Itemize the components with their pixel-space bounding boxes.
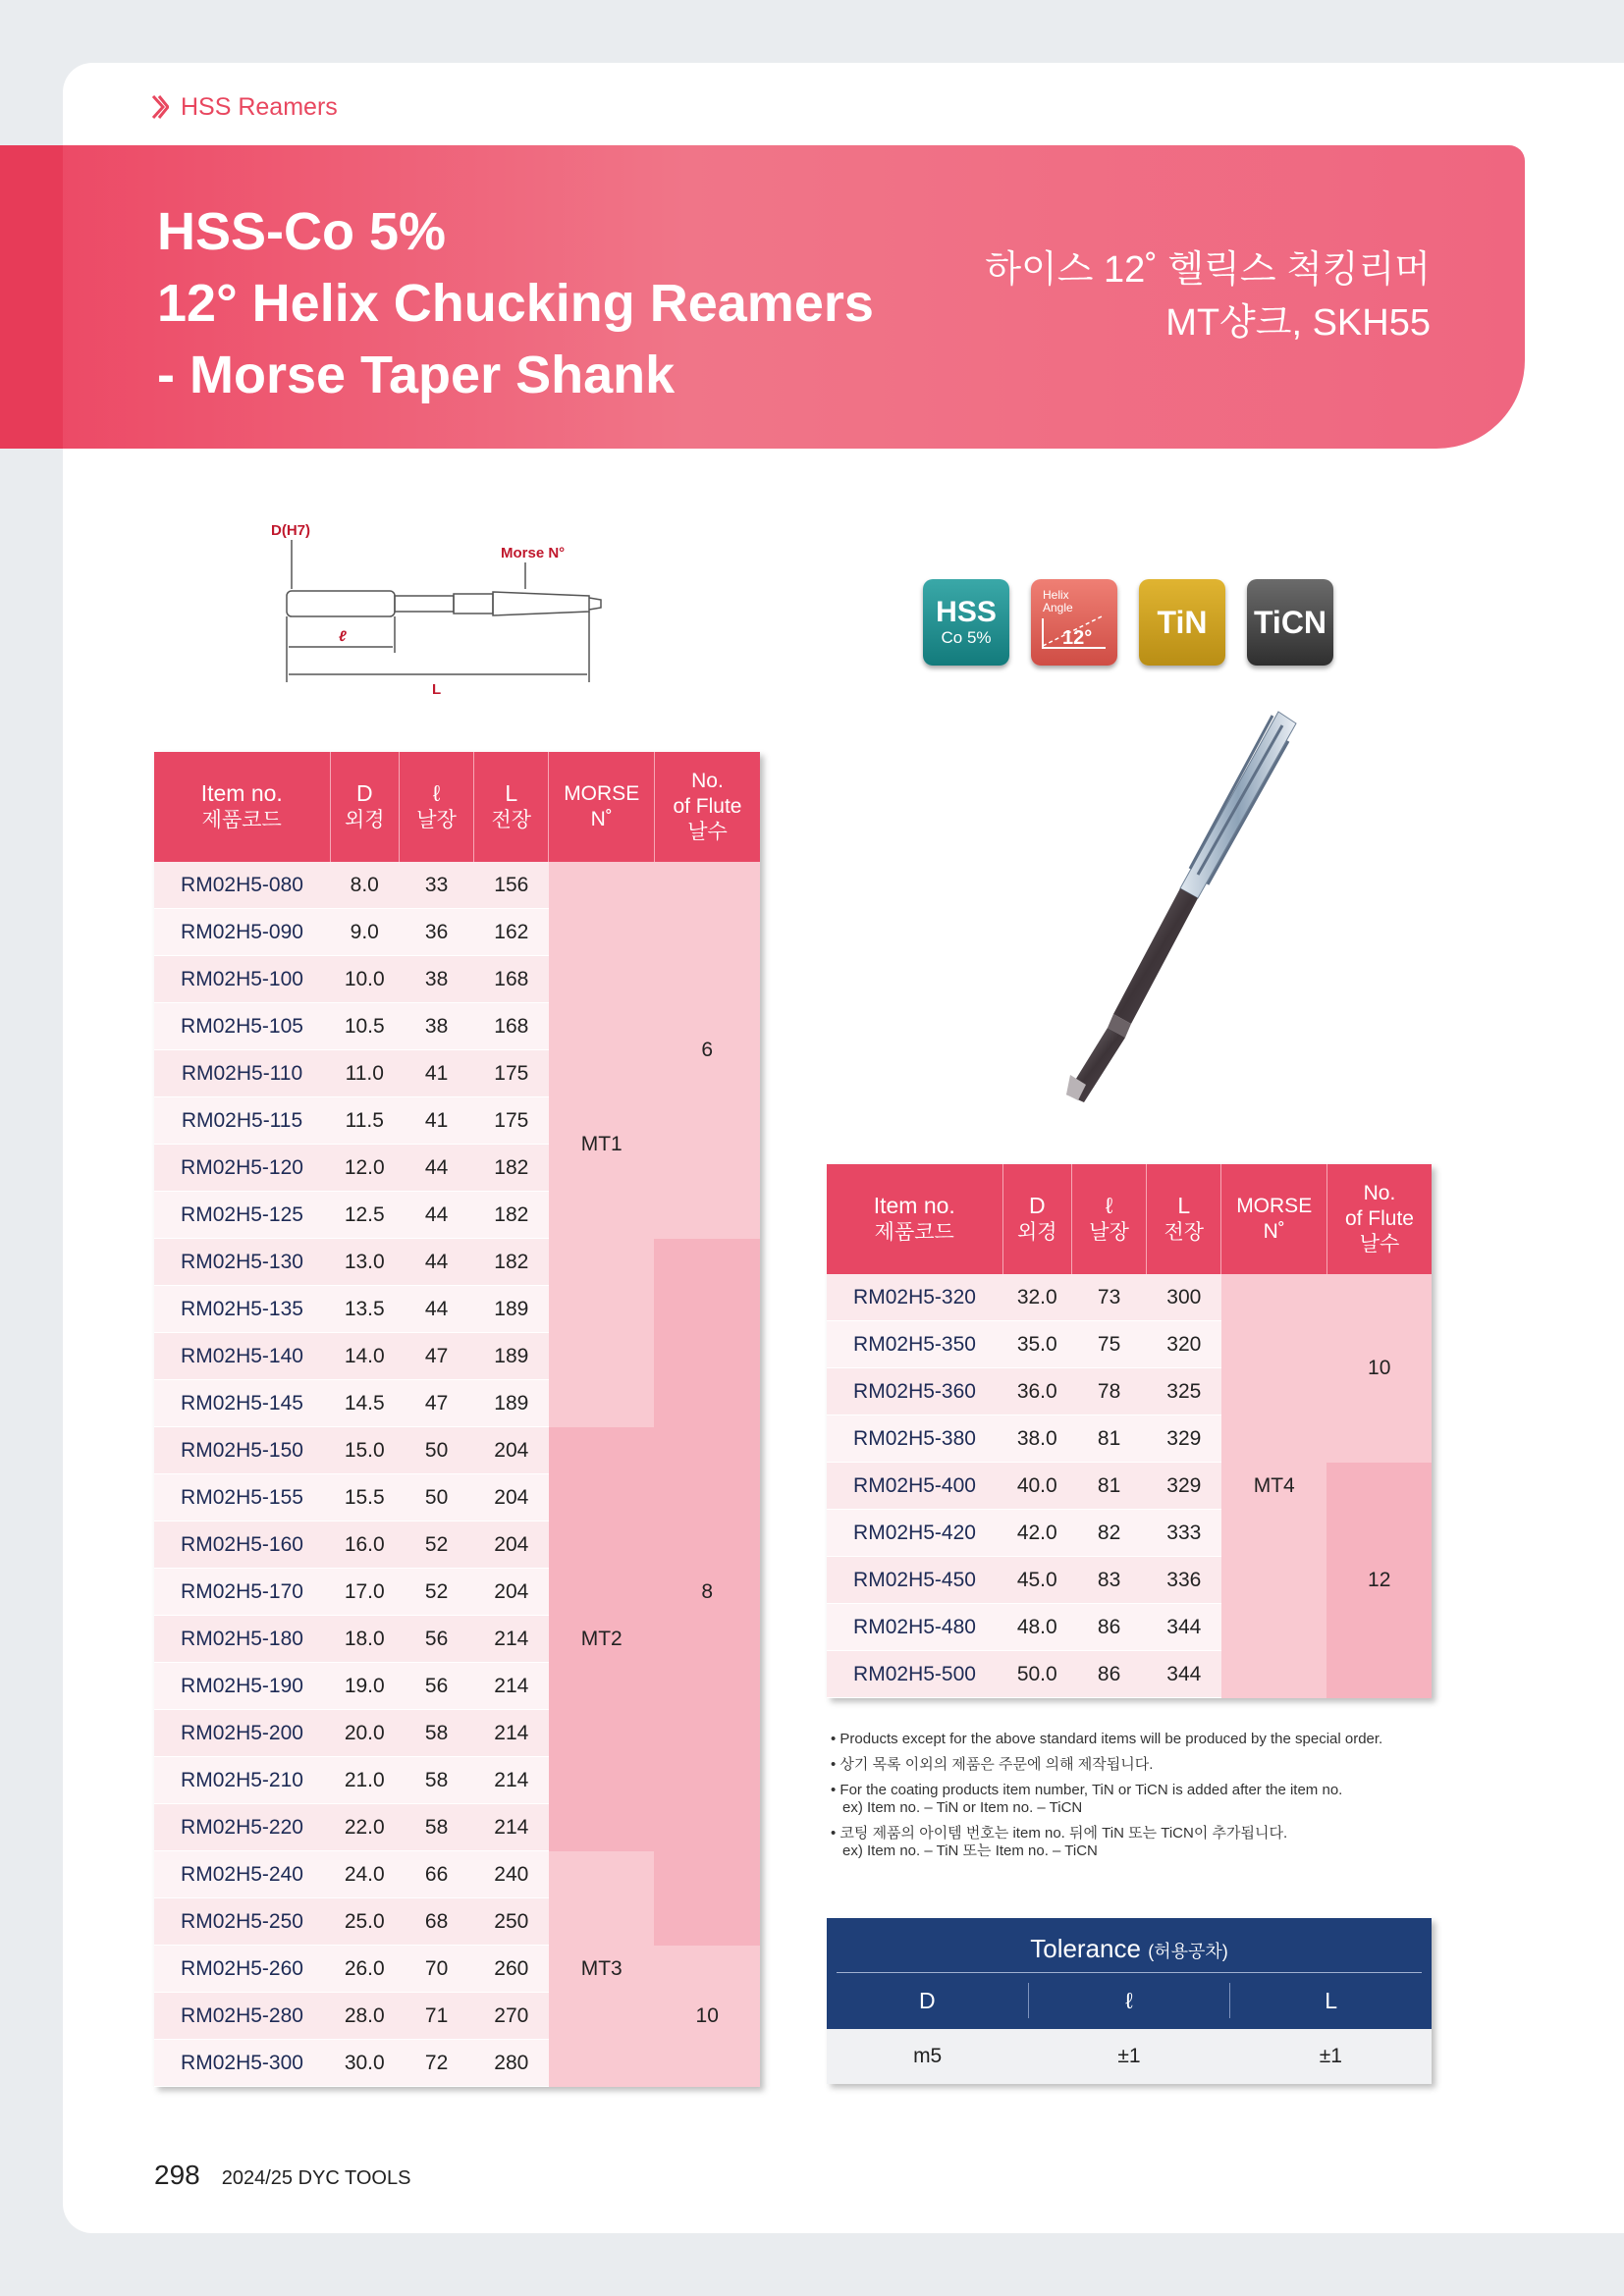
item-no-cell: RM02H5-180	[154, 1616, 330, 1663]
item-no-cell: RM02H5-125	[154, 1192, 330, 1239]
overall-length-cell: 344	[1147, 1604, 1221, 1651]
tolerance-val-l-big: ±1	[1319, 2045, 1342, 2067]
banner-edge	[0, 145, 63, 449]
diameter-cell: 11.5	[330, 1097, 400, 1145]
header-item-no: Item no. 제품코드	[827, 1164, 1002, 1274]
flute-length-cell: 58	[400, 1804, 474, 1851]
overall-length-cell: 329	[1147, 1463, 1221, 1510]
item-no-cell: RM02H5-320	[827, 1274, 1002, 1321]
ticn-badge	[1247, 579, 1333, 666]
diameter-cell: 12.5	[330, 1192, 400, 1239]
header-l-big: L 전장	[1147, 1164, 1221, 1274]
item-no-cell: RM02H5-360	[827, 1368, 1002, 1415]
diameter-cell: 21.0	[330, 1757, 400, 1804]
overall-length-cell: 175	[474, 1097, 549, 1145]
item-no-cell: RM02H5-350	[827, 1321, 1002, 1368]
flute-length-cell: 38	[400, 1003, 474, 1050]
diagram-l-big-label: L	[432, 681, 442, 698]
item-no-cell: RM02H5-155	[154, 1474, 330, 1522]
tolerance-col-d: D	[827, 1983, 1029, 2018]
overall-length-cell: 175	[474, 1050, 549, 1097]
diameter-cell: 11.0	[330, 1050, 400, 1097]
overall-length-cell: 189	[474, 1380, 549, 1427]
diameter-cell: 35.0	[1002, 1321, 1072, 1368]
flute-length-cell: 82	[1072, 1510, 1147, 1557]
breadcrumb[interactable]	[151, 90, 338, 124]
hss-badge-label: HSS	[936, 596, 997, 628]
diameter-cell: 26.0	[330, 1946, 400, 1993]
diameter-cell: 17.0	[330, 1569, 400, 1616]
diameter-cell: 38.0	[1002, 1415, 1072, 1463]
overall-length-cell: 320	[1147, 1321, 1221, 1368]
item-no-cell: RM02H5-120	[154, 1145, 330, 1192]
dimension-diagram	[265, 515, 619, 702]
diameter-cell: 13.5	[330, 1286, 400, 1333]
korean-title-line-2: MT샹크, SKH55	[1165, 302, 1431, 344]
overall-length-cell: 214	[474, 1663, 549, 1710]
overall-length-cell: 204	[474, 1474, 549, 1522]
overall-length-cell: 182	[474, 1145, 549, 1192]
page-footer	[154, 2160, 410, 2191]
item-no-cell: RM02H5-220	[154, 1804, 330, 1851]
diameter-cell: 19.0	[330, 1663, 400, 1710]
flute-length-cell: 44	[400, 1286, 474, 1333]
flute-length-cell: 44	[400, 1239, 474, 1286]
header-d: D 외경	[1002, 1164, 1072, 1274]
overall-length-cell: 182	[474, 1239, 549, 1286]
flute-length-cell: 47	[400, 1333, 474, 1380]
flute-length-cell: 41	[400, 1050, 474, 1097]
overall-length-cell: 329	[1147, 1415, 1221, 1463]
overall-length-cell: 260	[474, 1946, 549, 1993]
header-morse: MORSE N˚	[549, 752, 655, 862]
flute-length-cell: 44	[400, 1145, 474, 1192]
note-4: • 코팅 제품의 아이템 번호는 item no. 뒤에 TiN 또는 TiCN이 추가됩니다. ex) Item no. – TiN 또는 Item no. – TiCN	[831, 1825, 1288, 1859]
diameter-cell: 14.5	[330, 1380, 400, 1427]
tolerance-header	[827, 1918, 1432, 2029]
overall-length-cell: 214	[474, 1616, 549, 1663]
header-l-big: L 전장	[474, 752, 549, 862]
item-no-cell: RM02H5-190	[154, 1663, 330, 1710]
diameter-cell: 10.0	[330, 956, 400, 1003]
overall-length-cell: 168	[474, 956, 549, 1003]
tolerance-title: Tolerance (허용공차)	[1030, 1934, 1228, 1963]
flute-length-cell: 86	[1072, 1651, 1147, 1698]
overall-length-cell: 162	[474, 909, 549, 956]
page-title	[157, 196, 874, 411]
overall-length-cell: 325	[1147, 1368, 1221, 1415]
diameter-cell: 28.0	[330, 1993, 400, 2040]
overall-length-cell: 168	[474, 1003, 549, 1050]
item-no-cell: RM02H5-115	[154, 1097, 330, 1145]
flute-length-cell: 58	[400, 1710, 474, 1757]
overall-length-cell: 182	[474, 1192, 549, 1239]
diameter-cell: 12.0	[330, 1145, 400, 1192]
overall-length-cell: 189	[474, 1333, 549, 1380]
diagram-d-label: D(H7)	[271, 522, 310, 539]
diagram-l-small-label: ℓ	[339, 628, 347, 645]
coating-badges	[923, 579, 1333, 666]
diameter-cell: 42.0	[1002, 1510, 1072, 1557]
tolerance-val-d: m5	[913, 2045, 943, 2067]
diameter-cell: 50.0	[1002, 1651, 1072, 1698]
hss-badge-sub: Co 5%	[941, 628, 992, 647]
item-no-cell: RM02H5-420	[827, 1510, 1002, 1557]
note-2: • 상기 목록 이외의 제품은 주문에 의해 제작됩니다.	[831, 1756, 1154, 1773]
header-flutes: No. of Flute 날수	[654, 752, 760, 862]
overall-length-cell: 344	[1147, 1651, 1221, 1698]
breadcrumb-label: HSS Reamers	[181, 92, 338, 121]
diameter-cell: 22.0	[330, 1804, 400, 1851]
item-no-cell: RM02H5-080	[154, 862, 330, 909]
flute-length-cell: 52	[400, 1569, 474, 1616]
morse-cell: MT3	[549, 1851, 655, 2087]
flute-length-cell: 83	[1072, 1557, 1147, 1604]
diameter-cell: 48.0	[1002, 1604, 1072, 1651]
header-l-small: ℓ 날장	[1072, 1164, 1147, 1274]
hss-co-badge	[923, 579, 1009, 666]
item-no-cell: RM02H5-145	[154, 1380, 330, 1427]
table-row	[154, 1239, 760, 1286]
ticn-badge-label: TiCN	[1253, 604, 1327, 640]
flute-length-cell: 86	[1072, 1604, 1147, 1651]
flutes-cell: 12	[1326, 1463, 1432, 1698]
flute-length-cell: 50	[400, 1427, 474, 1474]
diameter-cell: 18.0	[330, 1616, 400, 1663]
flutes-cell: 8	[654, 1239, 760, 1946]
diameter-cell: 45.0	[1002, 1557, 1072, 1604]
header-d: D 외경	[330, 752, 400, 862]
item-no-cell: RM02H5-250	[154, 1898, 330, 1946]
item-no-cell: RM02H5-090	[154, 909, 330, 956]
overall-length-cell: 214	[474, 1757, 549, 1804]
korean-title	[985, 243, 1431, 349]
diameter-cell: 32.0	[1002, 1274, 1072, 1321]
flute-length-cell: 68	[400, 1898, 474, 1946]
tolerance-col-l-big: L	[1325, 1988, 1338, 2013]
overall-length-cell: 204	[474, 1427, 549, 1474]
title-banner	[0, 145, 1525, 449]
item-no-cell: RM02H5-500	[827, 1651, 1002, 1698]
flute-length-cell: 44	[400, 1192, 474, 1239]
flute-length-cell: 41	[400, 1097, 474, 1145]
item-no-cell: RM02H5-170	[154, 1569, 330, 1616]
overall-length-cell: 280	[474, 2040, 549, 2087]
flute-length-cell: 56	[400, 1663, 474, 1710]
morse-cell: MT2	[549, 1427, 655, 1851]
item-no-cell: RM02H5-450	[827, 1557, 1002, 1604]
overall-length-cell: 270	[474, 1993, 549, 2040]
flute-length-cell: 75	[1072, 1321, 1147, 1368]
diameter-cell: 20.0	[330, 1710, 400, 1757]
flute-length-cell: 81	[1072, 1415, 1147, 1463]
item-no-cell: RM02H5-110	[154, 1050, 330, 1097]
chevron-right-icon	[151, 94, 169, 120]
diameter-cell: 30.0	[330, 2040, 400, 2087]
svg-text:Helix: Helix	[1043, 588, 1069, 602]
overall-length-cell: 333	[1147, 1510, 1221, 1557]
diameter-cell: 15.5	[330, 1474, 400, 1522]
header-morse: MORSE N˚	[1221, 1164, 1327, 1274]
helix-angle-icon	[1031, 579, 1117, 666]
svg-text:Angle: Angle	[1043, 601, 1073, 614]
flutes-cell: 10	[1326, 1274, 1432, 1463]
overall-length-cell: 214	[474, 1710, 549, 1757]
tolerance-table	[827, 1918, 1432, 2084]
morse-cell: MT1	[549, 862, 655, 1427]
diameter-cell: 40.0	[1002, 1463, 1072, 1510]
flutes-cell: 6	[654, 862, 760, 1239]
item-no-cell: RM02H5-160	[154, 1522, 330, 1569]
note-1: • Products except for the above standard items will be produced by the special order.	[831, 1731, 1383, 1747]
table-row	[827, 1274, 1432, 1321]
title-line-1: HSS-Co 5%	[157, 202, 447, 261]
overall-length-cell: 300	[1147, 1274, 1221, 1321]
tolerance-col-l-small: ℓ	[1029, 1983, 1231, 2018]
overall-length-cell: 240	[474, 1851, 549, 1898]
title-line-3: - Morse Taper Shank	[157, 346, 676, 404]
diameter-cell: 16.0	[330, 1522, 400, 1569]
overall-length-cell: 204	[474, 1569, 549, 1616]
tolerance-val-l-small: ±1	[1117, 2045, 1141, 2067]
korean-title-line-1: 하이스 12˚ 헬릭스 척킹리머	[985, 249, 1431, 291]
overall-length-cell: 336	[1147, 1557, 1221, 1604]
flute-length-cell: 66	[400, 1851, 474, 1898]
spec-table-2	[827, 1164, 1432, 1698]
item-no-cell: RM02H5-260	[154, 1946, 330, 1993]
diameter-cell: 36.0	[1002, 1368, 1072, 1415]
flute-length-cell: 78	[1072, 1368, 1147, 1415]
item-no-cell: RM02H5-400	[827, 1463, 1002, 1510]
flute-length-cell: 71	[400, 1993, 474, 2040]
item-no-cell: RM02H5-300	[154, 2040, 330, 2087]
flute-length-cell: 50	[400, 1474, 474, 1522]
overall-length-cell: 204	[474, 1522, 549, 1569]
flute-length-cell: 47	[400, 1380, 474, 1427]
note-3: • For the coating products item number, TiN or TiCN is added after the item no. ex) Item no. – TiN or Item no. – TiCN	[831, 1782, 1343, 1816]
diameter-cell: 10.5	[330, 1003, 400, 1050]
title-line-2: 12° Helix Chucking Reamers	[157, 274, 874, 333]
flute-length-cell: 52	[400, 1522, 474, 1569]
flute-length-cell: 73	[1072, 1274, 1147, 1321]
item-no-cell: RM02H5-140	[154, 1333, 330, 1380]
item-no-cell: RM02H5-135	[154, 1286, 330, 1333]
notes	[831, 1731, 1382, 1868]
svg-text:12°: 12°	[1062, 627, 1093, 649]
table-row	[154, 1946, 760, 1993]
header-l-small: ℓ 날장	[400, 752, 474, 862]
item-no-cell: RM02H5-210	[154, 1757, 330, 1804]
flute-length-cell: 70	[400, 1946, 474, 1993]
item-no-cell: RM02H5-200	[154, 1710, 330, 1757]
page-number: 298	[154, 2160, 200, 2190]
flutes-cell: 10	[654, 1946, 760, 2087]
flute-length-cell: 33	[400, 862, 474, 909]
diameter-cell: 15.0	[330, 1427, 400, 1474]
item-no-cell: RM02H5-105	[154, 1003, 330, 1050]
item-no-cell: RM02H5-280	[154, 1993, 330, 2040]
flute-length-cell: 56	[400, 1616, 474, 1663]
item-no-cell: RM02H5-130	[154, 1239, 330, 1286]
diameter-cell: 8.0	[330, 862, 400, 909]
diameter-cell: 14.0	[330, 1333, 400, 1380]
diameter-cell: 13.0	[330, 1239, 400, 1286]
header-item-no: Item no. 제품코드	[154, 752, 330, 862]
overall-length-cell: 156	[474, 862, 549, 909]
spec-table-1	[154, 752, 760, 2087]
helix-angle-badge	[1031, 579, 1117, 666]
item-no-cell: RM02H5-480	[827, 1604, 1002, 1651]
flute-length-cell: 38	[400, 956, 474, 1003]
item-no-cell: RM02H5-150	[154, 1427, 330, 1474]
table-row	[154, 862, 760, 909]
diagram-morse-label: Morse N°	[501, 545, 566, 561]
reamer-product-image	[903, 702, 1316, 1114]
flute-length-cell: 72	[400, 2040, 474, 2087]
morse-cell: MT4	[1221, 1274, 1327, 1698]
flute-length-cell: 81	[1072, 1463, 1147, 1510]
diameter-cell: 25.0	[330, 1898, 400, 1946]
overall-length-cell: 250	[474, 1898, 549, 1946]
catalog-source: 2024/25 DYC TOOLS	[221, 2167, 411, 2189]
item-no-cell: RM02H5-240	[154, 1851, 330, 1898]
flute-length-cell: 58	[400, 1757, 474, 1804]
tin-badge	[1139, 579, 1225, 666]
item-no-cell: RM02H5-380	[827, 1415, 1002, 1463]
diameter-cell: 9.0	[330, 909, 400, 956]
overall-length-cell: 214	[474, 1804, 549, 1851]
header-flutes: No. of Flute 날수	[1326, 1164, 1432, 1274]
tin-badge-label: TiN	[1157, 604, 1208, 640]
flute-length-cell: 36	[400, 909, 474, 956]
item-no-cell: RM02H5-100	[154, 956, 330, 1003]
overall-length-cell: 189	[474, 1286, 549, 1333]
diameter-cell: 24.0	[330, 1851, 400, 1898]
table-row	[827, 1463, 1432, 1510]
tolerance-divider	[837, 1972, 1422, 1973]
